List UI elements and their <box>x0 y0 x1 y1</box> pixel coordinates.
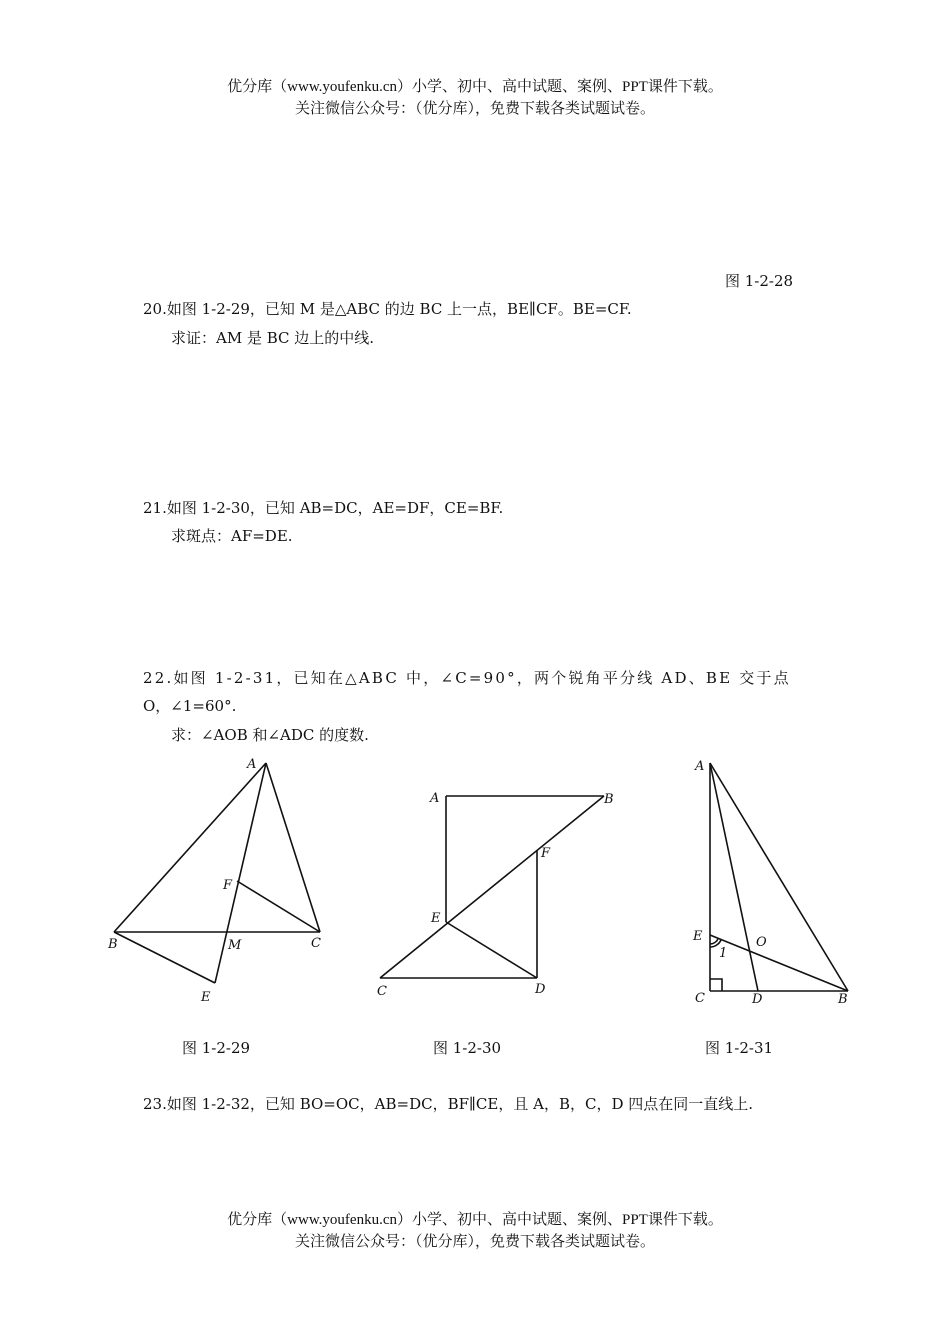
label-d: D <box>752 992 763 1007</box>
angle-1-arc <box>710 939 718 944</box>
segment-ad <box>710 763 758 991</box>
segment-ac <box>266 763 320 932</box>
problem-21-statement: 21.如图 1-2-30，已知 AB=DC，AE=DF，CE=BF. <box>143 499 504 517</box>
label-c: C <box>695 991 705 1006</box>
label-e: E <box>693 929 703 944</box>
label-o: O <box>756 935 767 950</box>
label-a: A <box>695 759 705 774</box>
label-e: E <box>201 990 211 1005</box>
label-c: C <box>377 984 387 999</box>
problem-20-task: 求证：AM 是 BC 边上的中线. <box>171 329 375 347</box>
problem-23-statement: 23.如图 1-2-32，已知 BO=OC，AB=DC，BF∥CE，且 A，B，C，D 四点在同一直线上. <box>143 1095 754 1113</box>
segment-cf <box>237 881 320 932</box>
figure-1-2-31-caption: 图 1-2-31 <box>705 1039 774 1057</box>
problem-22-statement-cont: O，∠1=60°. <box>143 697 237 715</box>
label-b: B <box>108 937 118 952</box>
label-c: C <box>311 936 321 951</box>
footer-line-2: 关注微信公众号：（优分库），免费下载各类试题试卷。 <box>294 1234 655 1250</box>
segment-be <box>114 932 215 983</box>
footer-line-1: 优分库（www.youfenku.cn）小学、初中、高中试题、案例、PPT课件下载。 <box>227 1212 723 1228</box>
figure-1-2-31 <box>685 755 865 1010</box>
header-line-2: 关注微信公众号：（优分库），免费下载各类试题试卷。 <box>294 101 655 117</box>
header-line-1: 优分库（www.youfenku.cn）小学、初中、高中试题、案例、PPT课件下载。 <box>227 79 723 95</box>
label-f: F <box>223 878 233 893</box>
label-b: B <box>838 992 848 1007</box>
label-b: B <box>604 792 614 807</box>
problem-22-statement: 22.如图 1-2-31，已知在△ABC 中，∠C=90°，两个锐角平分线 AD、BE 交于点 <box>143 669 791 687</box>
label-a: A <box>430 791 440 806</box>
label-a: A <box>247 757 257 772</box>
problem-21-task: 求斑点：AF=DE. <box>171 527 293 545</box>
figure-1-2-30-caption: 图 1-2-30 <box>433 1039 502 1057</box>
figure-1-2-29-caption: 图 1-2-29 <box>182 1039 251 1057</box>
right-angle-marker <box>710 979 722 991</box>
figure-1-2-30 <box>370 785 630 1000</box>
figure-1-2-29 <box>100 755 340 1010</box>
segment-ed <box>446 922 537 978</box>
label-d: D <box>535 982 546 997</box>
problem-20-statement: 20.如图 1-2-29，已知 M 是△ABC 的边 BC 上一点，BE∥CF。BE=CF. <box>143 300 632 318</box>
problem-22-task: 求：∠AOB 和∠ADC 的度数. <box>171 726 369 744</box>
label-f: F <box>541 846 551 861</box>
segment-ab <box>114 763 266 932</box>
label-e: E <box>431 911 441 926</box>
label-m: M <box>228 938 242 953</box>
label-angle-1: 1 <box>719 946 728 961</box>
figure-1-2-28-caption: 图 1-2-28 <box>725 272 794 290</box>
segment-eb <box>710 935 848 991</box>
segment-ab <box>710 763 848 991</box>
